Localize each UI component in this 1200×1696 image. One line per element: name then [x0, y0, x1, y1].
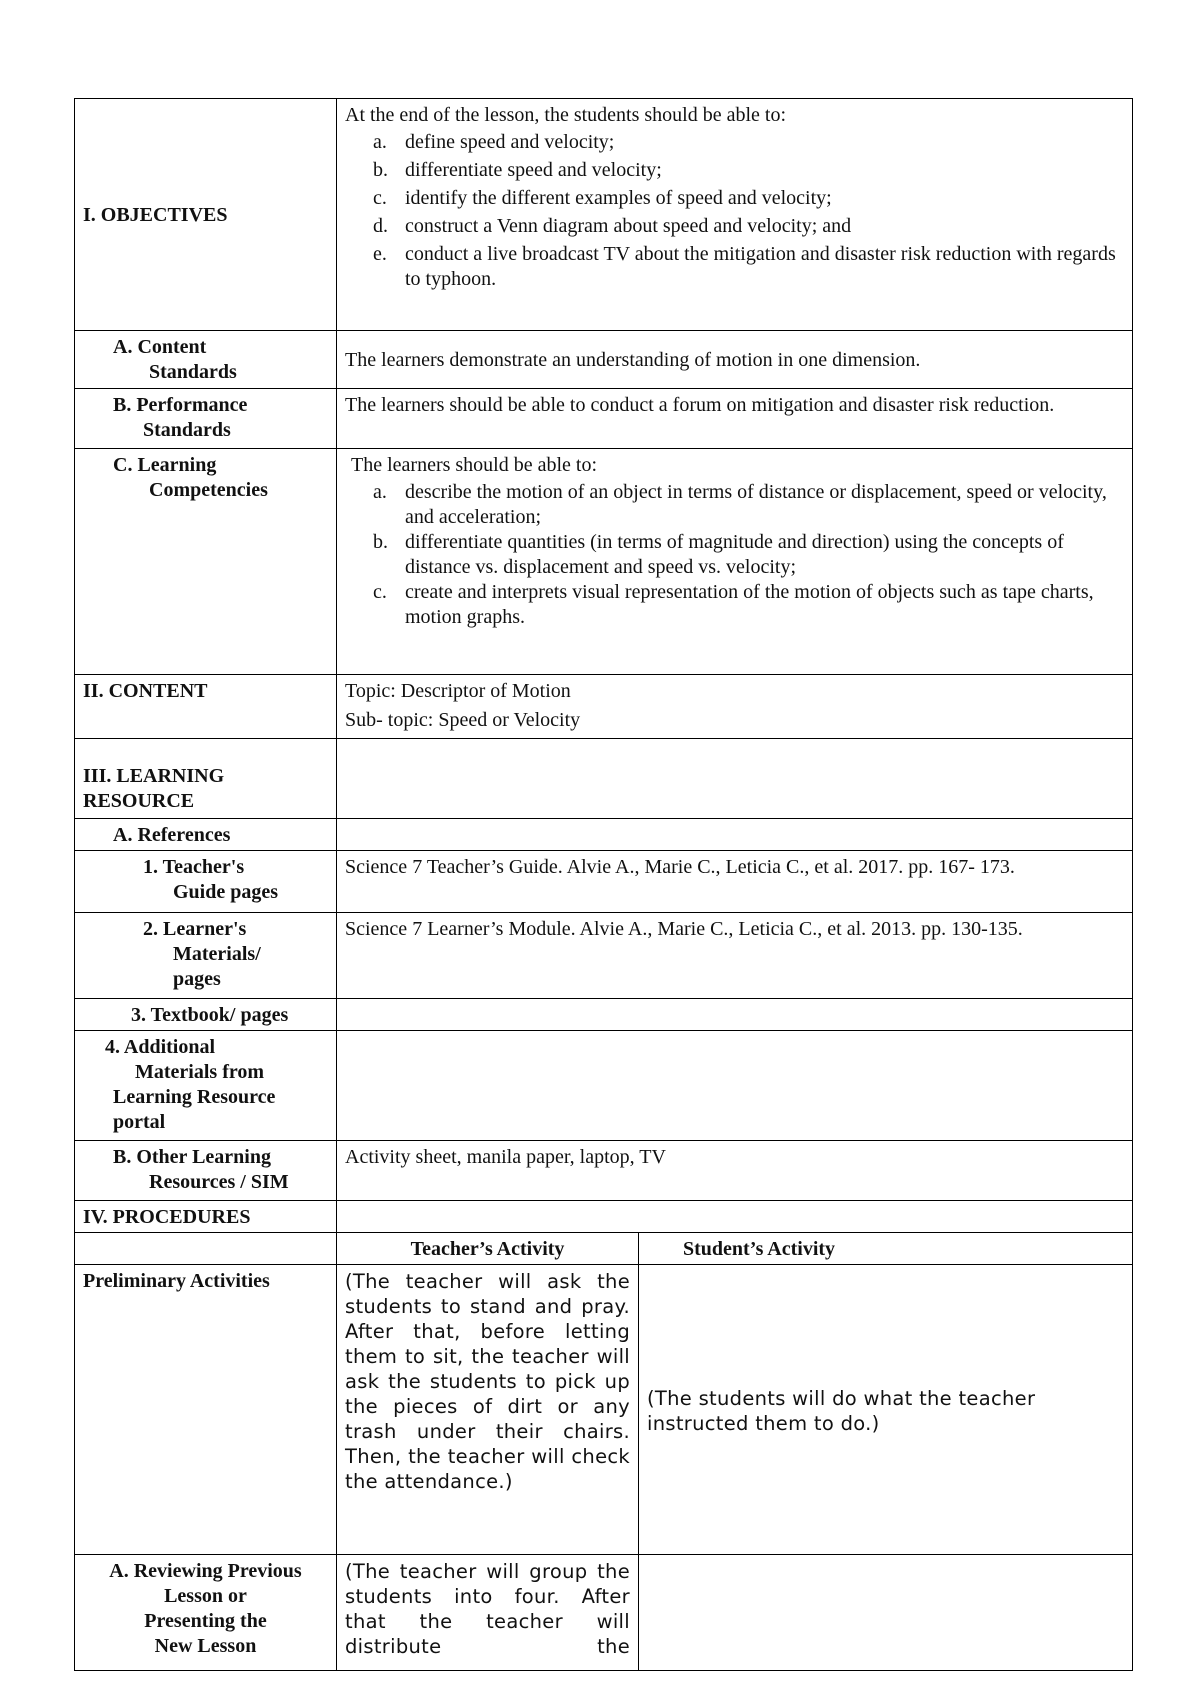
references-label: A. References — [75, 819, 337, 851]
learning-resource-row — [75, 739, 1133, 819]
teachers-guide-label: 1. Teacher's Guide pages — [75, 851, 337, 913]
reviewing-student-activity — [639, 1555, 1133, 1671]
additional-materials-empty — [337, 1031, 1133, 1141]
competency-item: a. describe the motion of an object in terms of distance or displacement, speed or velocity, and acceleration; — [373, 481, 1107, 528]
preliminary-student-activity: (The students will do what the teacher instructed them to do.) — [639, 1265, 1133, 1555]
learners-materials-text: Science 7 Learner’s Module. Alvie A., Marie C., Leticia C., et al. 2013. pp. 130-135. — [337, 913, 1133, 999]
content-topic: Topic: Descriptor of Motion — [345, 680, 571, 702]
objectives-cell — [337, 99, 1133, 331]
objectives-row — [75, 99, 1133, 331]
competency-item: c. create and interprets visual representation of the motion of objects such as tape charts, motion graphs. — [373, 581, 1094, 628]
textbook-label: 3. Textbook/ pages — [75, 999, 337, 1031]
content-subtopic: Sub- topic: Speed or Velocity — [345, 709, 581, 731]
performance-standards-text: The learners should be able to conduct a forum on mitigation and disaster risk reduction. — [337, 389, 1133, 449]
textbook-empty — [337, 999, 1133, 1031]
learning-competencies-cell — [337, 449, 1133, 675]
content-row — [75, 675, 1133, 739]
objective-item: a. define speed and velocity; — [373, 131, 615, 153]
objective-item: c. identify the different examples of speed and velocity; — [373, 187, 832, 209]
objectives-intro: At the end of the lesson, the students should be able to: — [345, 104, 787, 126]
reviewing-row — [75, 1555, 1133, 1671]
activity-header-blank — [75, 1233, 337, 1265]
other-resources-row — [75, 1141, 1133, 1201]
objectives-label: I. OBJECTIVES — [75, 99, 337, 331]
reviewing-teacher-activity: (The teacher will group the students into four. After that the teacher will distribute the — [337, 1555, 639, 1671]
preliminary-row — [75, 1265, 1133, 1555]
competencies-intro: The learners should be able to: — [351, 454, 598, 476]
learning-resource-label: III. LEARNING RESOURCE — [75, 739, 337, 819]
teacher-activity-header: Teacher’s Activity — [337, 1233, 639, 1265]
other-resources-text: Activity sheet, manila paper, laptop, TV — [337, 1141, 1133, 1201]
objective-item: b. differentiate speed and velocity; — [373, 159, 662, 181]
learning-resource-empty — [337, 739, 1133, 819]
other-resources-label: B. Other Learning Resources / SIM — [75, 1141, 337, 1201]
references-empty — [337, 819, 1133, 851]
content-label: II. CONTENT — [75, 675, 337, 739]
additional-materials-label: 4. Additional Materials from Learning Resource portal — [75, 1031, 337, 1141]
procedures-row — [75, 1201, 1133, 1233]
learners-materials-label: 2. Learner's Materials/ pages — [75, 913, 337, 999]
textbook-row — [75, 999, 1133, 1031]
objective-item: d. construct a Venn diagram about speed and velocity; and — [373, 215, 852, 237]
learners-materials-row — [75, 913, 1133, 999]
additional-materials-row — [75, 1031, 1133, 1141]
performance-standards-label: B. Performance Standards — [75, 389, 337, 449]
learning-competencies-label: C. Learning Competencies — [75, 449, 337, 675]
competencies-list — [345, 480, 1124, 630]
references-row — [75, 819, 1133, 851]
objectives-list — [345, 130, 1124, 292]
performance-standards-row — [75, 389, 1133, 449]
teachers-guide-row — [75, 851, 1133, 913]
content-standards-text: The learners demonstrate an understanding of motion in one dimension. — [337, 331, 1133, 389]
teachers-guide-text: Science 7 Teacher’s Guide. Alvie A., Marie C., Leticia C., et al. 2017. pp. 167- 173. — [337, 851, 1133, 913]
learning-competencies-row — [75, 449, 1133, 675]
student-activity-header: Student’s Activity — [639, 1233, 1133, 1265]
reviewing-label: A. Reviewing Previous Lesson or Presenting the New Lesson — [75, 1555, 337, 1671]
activity-header-row — [75, 1233, 1133, 1265]
content-cell — [337, 675, 1133, 739]
content-standards-row — [75, 331, 1133, 389]
preliminary-label: Preliminary Activities — [75, 1265, 337, 1555]
procedures-empty — [337, 1201, 1133, 1233]
preliminary-teacher-activity: (The teacher will ask the students to stand and pray. After that, before letting them to sit, the teacher will ask the students to pick up the pieces of dirt or any trash under their chairs. Then, the teacher will check the attendance.) — [337, 1265, 639, 1555]
procedures-label: IV. PROCEDURES — [75, 1201, 337, 1233]
content-standards-label: A. Content Standards — [75, 331, 337, 389]
lesson-plan-table — [74, 98, 1133, 1671]
competency-item: b. differentiate quantities (in terms of magnitude and direction) using the concepts of distance vs. displacement and speed vs. velocity; — [373, 531, 1064, 578]
objective-item: e. conduct a live broadcast TV about the mitigation and disaster risk reduction with regards to typhoon. — [373, 243, 1116, 290]
